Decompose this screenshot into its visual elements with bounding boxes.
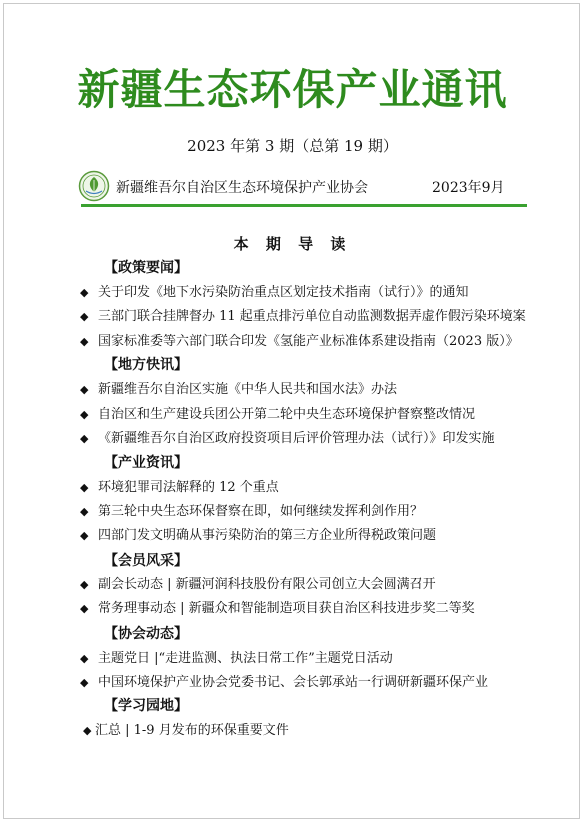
toc-item-text: 中国环境保护产业协会党委书记、会长郭承站一行调研新疆环保产业 bbox=[98, 675, 489, 690]
toc-item-text: 国家标准委等六部门联合印发《氢能产业标准体系建设指南（2023 版）》 bbox=[98, 334, 519, 349]
toc-item-text: 关于印发《地下水污染防治重点区划定技术指南（试行）》的通知 bbox=[98, 285, 469, 300]
toc-item[interactable] bbox=[80, 308, 526, 326]
toc-item[interactable] bbox=[83, 722, 289, 740]
toc-item[interactable] bbox=[80, 527, 436, 545]
section-heading-industry-info: 【产业资讯】 bbox=[104, 455, 188, 471]
association-name: 新疆维吾尔自治区生态环境保护产业协会 bbox=[116, 180, 368, 196]
toc-item[interactable] bbox=[80, 430, 495, 448]
toc-item[interactable] bbox=[80, 381, 397, 399]
toc-item[interactable] bbox=[80, 503, 423, 521]
toc-item[interactable] bbox=[80, 406, 475, 424]
publish-date: 2023年9月 bbox=[432, 180, 505, 196]
toc-item[interactable] bbox=[80, 674, 488, 692]
toc-item[interactable] bbox=[80, 479, 279, 497]
diamond-bullet-icon: ◆ bbox=[80, 335, 89, 348]
diamond-bullet-icon: ◆ bbox=[80, 481, 89, 494]
toc-item-text: 四部门发文明确从事污染防治的第三方企业所得税政策问题 bbox=[98, 528, 437, 543]
toc-item-text: 自治区和生产建设兵团公开第二轮中央生态环境保护督察整改情况 bbox=[98, 407, 476, 422]
issue-number: 2023 年第 3 期（总第 19 期） bbox=[187, 137, 398, 155]
diamond-bullet-icon: ◆ bbox=[80, 286, 89, 299]
toc-item-text: 三部门联合挂牌督办 11 起重点排污单位自动监测数据弄虚作假污染环境案 bbox=[98, 309, 526, 324]
diamond-bullet-icon: ◆ bbox=[80, 408, 89, 421]
header-divider bbox=[81, 204, 527, 207]
section-heading-policy: 【政策要闻】 bbox=[104, 260, 188, 276]
diamond-bullet-icon: ◆ bbox=[80, 505, 89, 518]
toc-item-text: 主题党日 |“走进监测、执法日常工作”主题党日活动 bbox=[98, 651, 393, 666]
toc-item-text: 《新疆维吾尔自治区政府投资项目后评价管理办法（试行）》印发实施 bbox=[98, 431, 495, 446]
toc-item[interactable] bbox=[80, 333, 519, 351]
toc-item[interactable] bbox=[80, 284, 469, 302]
toc-item[interactable] bbox=[80, 650, 393, 668]
diamond-bullet-icon: ◆ bbox=[80, 602, 89, 615]
masthead-title: 新疆生态环保产业通讯 bbox=[77, 65, 508, 114]
toc-item-text: 汇总 | 1-9 月发布的环保重要文件 bbox=[95, 723, 289, 738]
diamond-bullet-icon: ◆ bbox=[80, 529, 89, 542]
diamond-bullet-icon: ◆ bbox=[80, 383, 89, 396]
diamond-bullet-icon: ◆ bbox=[80, 432, 89, 445]
diamond-bullet-icon: ◆ bbox=[80, 652, 89, 665]
toc-item-text: 环境犯罪司法解释的 12 个重点 bbox=[98, 480, 279, 495]
toc-item-text: 副会长动态 | 新疆河润科技股份有限公司创立大会圆满召开 bbox=[98, 577, 436, 592]
association-logo-icon bbox=[78, 170, 110, 202]
diamond-bullet-icon: ◆ bbox=[80, 676, 89, 689]
toc-item-text: 新疆维吾尔自治区实施《中华人民共和国水法》办法 bbox=[98, 382, 398, 397]
diamond-bullet-icon: ◆ bbox=[80, 310, 89, 323]
toc-item[interactable] bbox=[80, 576, 436, 594]
section-heading-learning-corner: 【学习园地】 bbox=[104, 698, 188, 714]
diamond-bullet-icon: ◆ bbox=[83, 724, 92, 737]
section-heading-association-news: 【协会动态】 bbox=[104, 626, 188, 642]
toc-item-text: 第三轮中央生态环保督察在即，如何继续发挥利剑作用？ bbox=[98, 504, 424, 519]
diamond-bullet-icon: ◆ bbox=[80, 578, 89, 591]
toc-title: 本 期 导 读 bbox=[233, 235, 352, 253]
section-heading-member-showcase: 【会员风采】 bbox=[104, 553, 188, 569]
section-heading-local-news: 【地方快讯】 bbox=[104, 357, 188, 373]
toc-item-text: 常务理事动态 | 新疆众和智能制造项目获自治区科技进步奖二等奖 bbox=[98, 601, 475, 616]
toc-item[interactable] bbox=[80, 600, 475, 618]
